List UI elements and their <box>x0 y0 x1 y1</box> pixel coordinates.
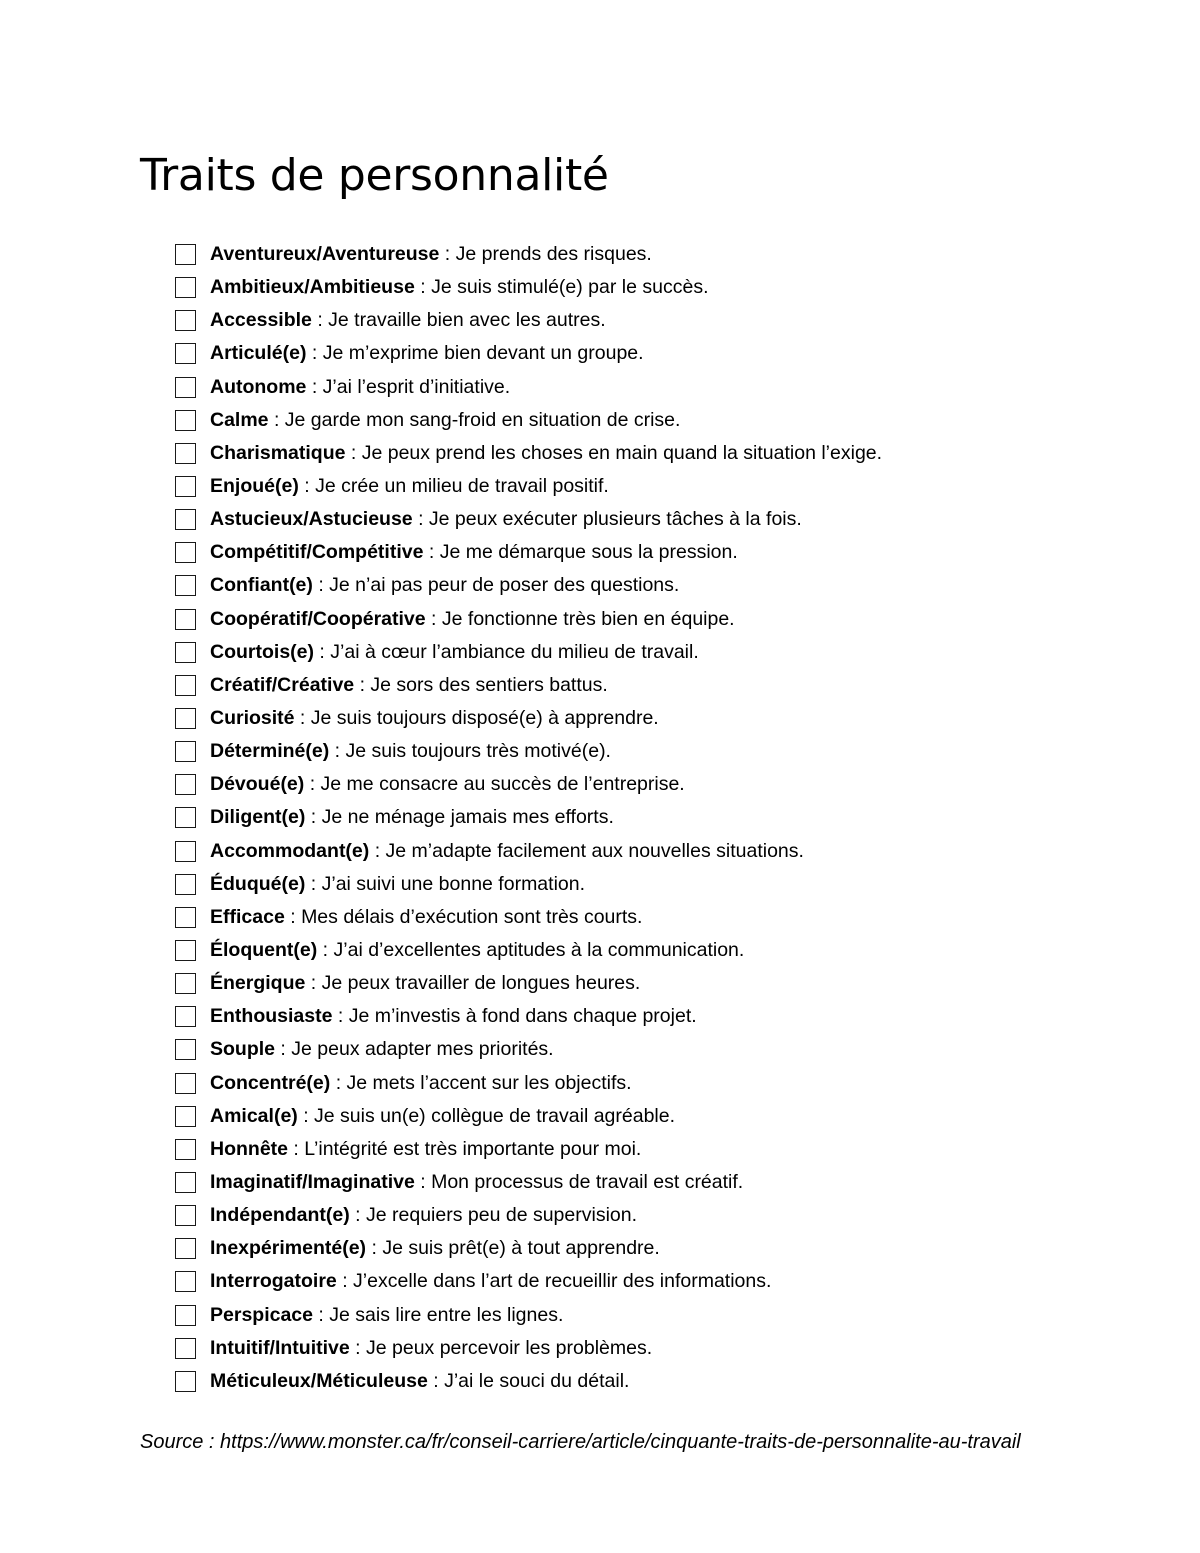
source-label: Source : <box>140 1431 221 1453</box>
trait-text <box>210 337 644 370</box>
checklist-item <box>175 1332 1135 1365</box>
checkbox[interactable] <box>175 807 196 828</box>
trait-name: Intuitif/Intuitive <box>210 1336 350 1359</box>
trait-description: Je peux percevoir les problèmes. <box>366 1336 653 1359</box>
trait-name: Souple <box>210 1038 276 1061</box>
checkbox[interactable] <box>175 642 196 663</box>
checkbox[interactable] <box>175 1006 196 1027</box>
checkbox[interactable] <box>175 940 196 961</box>
trait-separator: : <box>284 905 302 928</box>
trait-text <box>210 1332 652 1365</box>
trait-separator: : <box>311 309 329 332</box>
trait-description: Je suis toujours disposé(e) à apprendre. <box>310 707 659 730</box>
trait-text <box>210 702 659 735</box>
trait-description: Je peux adapter mes priorités. <box>291 1038 554 1061</box>
trait-separator: : <box>414 1171 432 1193</box>
trait-text <box>210 636 699 669</box>
trait-separator: : <box>366 1237 383 1260</box>
trait-text <box>210 835 804 868</box>
trait-text <box>210 801 614 834</box>
checklist-item <box>175 1067 1135 1100</box>
trait-description: Je sors des sentiers battus. <box>370 673 608 696</box>
trait-text <box>210 669 608 702</box>
trait-description: Je travaille bien avec les autres. <box>328 309 606 332</box>
trait-text <box>210 238 652 271</box>
trait-separator: : <box>414 276 432 299</box>
checkbox[interactable] <box>175 1238 196 1259</box>
trait-separator: : <box>423 541 440 564</box>
trait-text <box>210 768 685 801</box>
checkbox[interactable] <box>175 1305 196 1326</box>
trait-checklist <box>175 238 1135 1398</box>
trait-separator: : <box>275 1038 292 1061</box>
checklist-item <box>175 470 1135 503</box>
trait-description: Je m’investis à fond dans chaque projet. <box>348 1005 697 1028</box>
checkbox[interactable] <box>175 244 196 265</box>
trait-separator: : <box>312 574 330 597</box>
trait-separator: : <box>294 707 311 730</box>
checklist-item <box>175 868 1135 901</box>
trait-description: Je n’ai pas peur de poser des questions. <box>329 574 680 597</box>
checklist-item <box>175 1265 1135 1298</box>
trait-name: Accommodant(e) <box>210 839 370 862</box>
trait-text <box>210 437 882 470</box>
checkbox[interactable] <box>175 741 196 762</box>
checkbox[interactable] <box>175 410 196 431</box>
trait-separator: : <box>317 939 334 962</box>
checklist-item <box>175 801 1135 834</box>
trait-text <box>210 1265 771 1298</box>
trait-description: J’ai le souci du détail. <box>444 1369 630 1392</box>
trait-separator: : <box>332 1005 349 1028</box>
trait-text <box>210 569 679 602</box>
trait-separator: : <box>412 508 429 531</box>
trait-separator: : <box>305 972 322 995</box>
checklist-item <box>175 1232 1135 1265</box>
trait-name: Amical(e) <box>210 1104 298 1127</box>
checkbox[interactable] <box>175 476 196 497</box>
checklist-item <box>175 768 1135 801</box>
trait-description: J’ai l’esprit d’initiative. <box>322 375 511 398</box>
checkbox[interactable] <box>175 675 196 696</box>
trait-text <box>210 901 642 934</box>
trait-name: Interrogatoire <box>210 1270 337 1293</box>
trait-description: Je peux prend les choses en main quand la situation l’exige. <box>361 441 883 464</box>
checklist-item <box>175 569 1135 602</box>
trait-name: Dévoué(e) <box>210 773 305 796</box>
trait-description: Je crée un milieu de travail positif. <box>315 475 609 498</box>
trait-text <box>210 470 609 503</box>
trait-separator: : <box>297 1104 315 1127</box>
checklist-item <box>175 702 1135 735</box>
trait-description: Je me démarque sous la pression. <box>439 541 738 564</box>
trait-name: Enjoué(e) <box>210 475 299 498</box>
trait-name: Coopératif/Coopérative <box>210 607 426 630</box>
trait-description: Mon processus de travail est créatif. <box>431 1171 744 1193</box>
checklist-item <box>175 1199 1135 1232</box>
trait-description: J’ai à cœur l’ambiance du milieu de travail. <box>330 640 699 663</box>
trait-text <box>210 536 738 569</box>
checklist-item <box>175 337 1135 370</box>
trait-name: Aventureux/Aventureuse <box>210 243 440 266</box>
trait-separator: : <box>268 408 285 431</box>
trait-description: Je suis un(e) collègue de travail agréable. <box>314 1104 676 1127</box>
trait-text <box>210 1133 641 1166</box>
trait-separator: : <box>349 1336 366 1359</box>
trait-description: Je requiers peu de supervision. <box>366 1204 638 1227</box>
trait-separator: : <box>330 1071 347 1094</box>
trait-name: Accessible <box>210 309 312 332</box>
trait-separator: : <box>354 673 371 696</box>
trait-text <box>210 868 585 901</box>
checklist-item <box>175 238 1135 271</box>
checkbox[interactable] <box>175 443 196 464</box>
checkbox[interactable] <box>175 1371 196 1392</box>
checklist-item <box>175 1033 1135 1066</box>
trait-separator: : <box>306 375 323 398</box>
checkbox[interactable] <box>175 377 196 398</box>
trait-name: Concentré(e) <box>210 1071 331 1094</box>
checklist-item <box>175 536 1135 569</box>
trait-separator: : <box>305 806 322 829</box>
checkbox[interactable] <box>175 1073 196 1094</box>
checkbox[interactable] <box>175 973 196 994</box>
trait-name: Curiosité <box>210 707 295 730</box>
source-url: https://www.monster.ca/fr/conseil-carriere/article/cinquante-traits-de-personnalite-au-travail <box>220 1431 1021 1453</box>
trait-name: Compétitif/Compétitive <box>210 541 424 564</box>
checklist-item <box>175 404 1135 437</box>
trait-separator: : <box>288 1137 305 1160</box>
trait-description: J’ai suivi une bonne formation. <box>321 872 586 895</box>
trait-text <box>210 404 680 437</box>
trait-name: Perspicace <box>210 1303 313 1326</box>
trait-text <box>210 1199 637 1232</box>
trait-separator: : <box>345 441 362 464</box>
checklist-item <box>175 1365 1135 1398</box>
trait-name: Enthousiaste <box>210 1005 333 1028</box>
trait-text <box>210 1033 554 1066</box>
trait-separator: : <box>314 640 331 663</box>
trait-text <box>210 1365 629 1398</box>
checkbox[interactable] <box>175 774 196 795</box>
trait-separator: : <box>425 607 442 630</box>
checklist-item <box>175 967 1135 1000</box>
checklist-item <box>175 603 1135 636</box>
checklist-item <box>175 669 1135 702</box>
trait-description: Je suis stimulé(e) par le succès. <box>431 276 709 299</box>
checkbox[interactable] <box>175 509 196 530</box>
checklist-item <box>175 735 1135 768</box>
checklist-item <box>175 1166 1135 1199</box>
checklist-item <box>175 1000 1135 1033</box>
trait-text <box>210 967 640 1000</box>
checklist-item <box>175 901 1135 934</box>
trait-name: Indépendant(e) <box>210 1204 350 1227</box>
trait-description: Je ne ménage jamais mes efforts. <box>321 806 614 829</box>
trait-name: Honnête <box>210 1137 288 1160</box>
trait-description: Je mets l’accent sur les objectifs. <box>346 1071 632 1094</box>
checklist-item <box>175 1100 1135 1133</box>
checklist-item <box>175 934 1135 967</box>
checklist-item <box>175 271 1135 304</box>
trait-text <box>210 603 735 636</box>
trait-name: Confiant(e) <box>210 574 313 597</box>
trait-text <box>210 371 510 404</box>
trait-name: Éloquent(e) <box>210 939 318 962</box>
trait-description: Je me consacre au succès de l’entreprise. <box>320 773 685 796</box>
trait-name: Courtois(e) <box>210 640 314 663</box>
checkbox[interactable] <box>175 310 196 331</box>
trait-text <box>210 271 709 304</box>
trait-description: Je fonctionne très bien en équipe. <box>441 607 735 630</box>
checkbox[interactable] <box>175 1205 196 1226</box>
trait-description: J’ai d’excellentes aptitudes à la communication. <box>333 939 745 962</box>
trait-separator: : <box>298 475 316 498</box>
trait-name: Déterminé(e) <box>210 740 330 763</box>
trait-separator: : <box>439 243 456 266</box>
trait-description: J’excelle dans l’art de recueillir des informations. <box>353 1270 772 1293</box>
trait-text <box>210 1100 675 1133</box>
checkbox[interactable] <box>175 1039 196 1060</box>
trait-separator: : <box>336 1270 354 1293</box>
trait-name: Énergique <box>210 972 306 995</box>
trait-separator: : <box>306 342 323 365</box>
checkbox[interactable] <box>175 542 196 563</box>
checkbox[interactable] <box>175 1139 196 1160</box>
trait-name: Ambitieux/Ambitieuse <box>210 276 415 299</box>
page-title: Traits de personnalité <box>140 150 609 201</box>
source-citation <box>140 1428 1060 1456</box>
checklist-item <box>175 503 1135 536</box>
checklist-item <box>175 636 1135 669</box>
trait-name: Créatif/Créative <box>210 673 355 696</box>
checklist-item <box>175 835 1135 868</box>
trait-separator: : <box>304 773 321 796</box>
checkbox[interactable] <box>175 874 196 895</box>
trait-description: Mes délais d’exécution sont très courts. <box>301 905 643 928</box>
trait-description: Je sais lire entre les lignes. <box>329 1303 564 1326</box>
checkbox[interactable] <box>175 343 196 364</box>
trait-separator: : <box>305 872 322 895</box>
checkbox[interactable] <box>175 1172 196 1193</box>
trait-text <box>210 1067 632 1100</box>
trait-name: Imaginatif/Imaginative <box>210 1171 415 1193</box>
trait-text <box>210 1232 660 1265</box>
checklist-item <box>175 371 1135 404</box>
trait-text <box>210 934 744 967</box>
trait-name: Éduqué(e) <box>210 872 306 895</box>
trait-description: Je suis toujours très motivé(e). <box>345 740 611 763</box>
trait-text <box>210 304 606 337</box>
checkbox[interactable] <box>175 277 196 298</box>
trait-text <box>210 735 611 768</box>
checkbox[interactable] <box>175 708 196 729</box>
checkbox[interactable] <box>175 1271 196 1292</box>
trait-name: Efficace <box>210 905 285 928</box>
trait-description: Je prends des risques. <box>455 243 652 266</box>
trait-name: Charismatique <box>210 441 346 464</box>
checkbox[interactable] <box>175 1338 196 1359</box>
trait-separator: : <box>349 1204 367 1227</box>
trait-description: Je peux exécuter plusieurs tâches à la fois. <box>428 508 802 531</box>
trait-name: Astucieux/Astucieuse <box>210 508 413 531</box>
trait-name: Méticuleux/Méticuleuse <box>210 1369 428 1392</box>
trait-separator: : <box>313 1303 330 1326</box>
trait-text <box>210 1299 563 1332</box>
trait-separator: : <box>329 740 346 763</box>
checklist-item <box>175 304 1135 337</box>
trait-separator: : <box>427 1369 445 1392</box>
trait-separator: : <box>369 839 386 862</box>
trait-name: Autonome <box>210 375 307 398</box>
trait-name: Articulé(e) <box>210 342 307 365</box>
checkbox[interactable] <box>175 907 196 928</box>
trait-description: Je garde mon sang-froid en situation de crise. <box>284 408 681 431</box>
checkbox[interactable] <box>175 609 196 630</box>
checkbox[interactable] <box>175 1106 196 1127</box>
trait-description: L’intégrité est très importante pour moi. <box>304 1137 642 1160</box>
checkbox[interactable] <box>175 575 196 596</box>
checklist-item <box>175 1299 1135 1332</box>
trait-text <box>210 1166 743 1199</box>
trait-description: Je m’adapte facilement aux nouvelles situations. <box>385 839 804 862</box>
trait-description: Je peux travailler de longues heures. <box>321 972 641 995</box>
checklist-item <box>175 437 1135 470</box>
trait-text <box>210 1000 697 1033</box>
checklist-item <box>175 1133 1135 1166</box>
checkbox[interactable] <box>175 841 196 862</box>
trait-description: Je suis prêt(e) à tout apprendre. <box>382 1237 660 1260</box>
trait-name: Inexpérimenté(e) <box>210 1237 367 1260</box>
trait-name: Calme <box>210 408 269 431</box>
trait-text <box>210 503 802 536</box>
trait-description: Je m’exprime bien devant un groupe. <box>322 342 644 365</box>
trait-name: Diligent(e) <box>210 806 306 829</box>
